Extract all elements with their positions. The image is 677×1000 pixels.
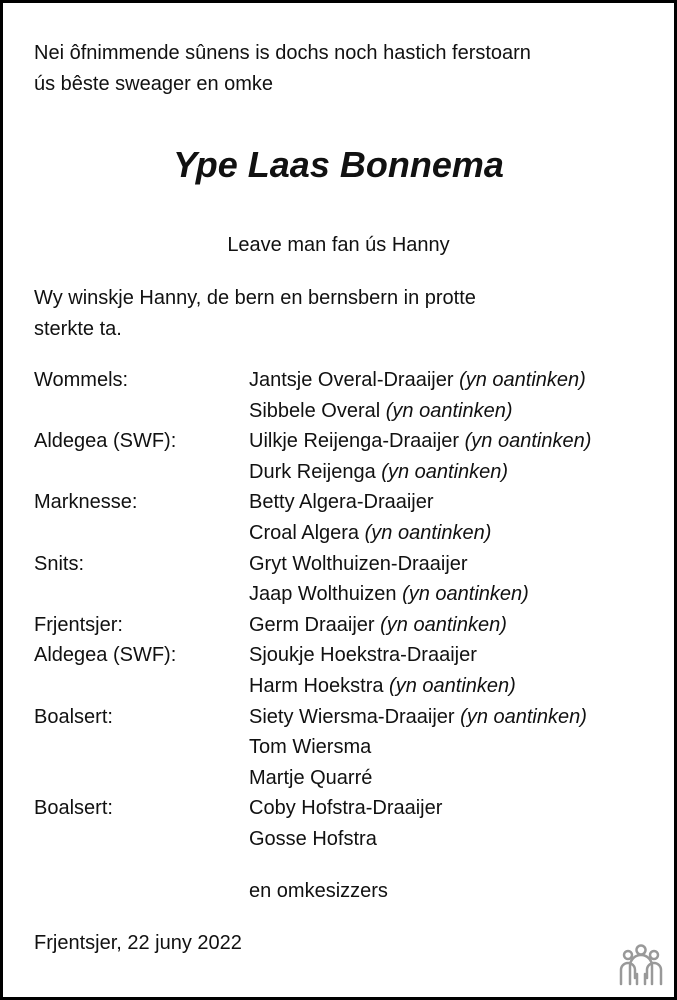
wish-line: Wy winskje Hanny, de bern en bernsbern in protte (34, 287, 476, 309)
place-label: Frjentsjer: (34, 613, 123, 636)
person-name: Jaap Wolthuizen (249, 583, 397, 606)
person-name: Siety Wiersma-Draaijer (249, 705, 455, 728)
person-name: Martje Quarré (249, 766, 373, 789)
person-entry (249, 457, 508, 488)
memorial-note: (yn oantinken) (464, 430, 592, 453)
person-name: Tom Wiersma (249, 736, 372, 759)
person-name: Sjoukje Hoekstra-Draaijer (249, 644, 477, 667)
person-entry (249, 793, 442, 824)
person-entry (249, 426, 591, 457)
place-label: Snits: (34, 552, 85, 575)
memorial-note: (yn oantinken) (459, 369, 586, 391)
person-entry (249, 579, 529, 610)
person-entry (249, 763, 372, 794)
person-entry (249, 549, 468, 580)
person-entry (249, 518, 491, 549)
place-label: Aldegea (SWF): (34, 644, 177, 667)
intro-text (34, 38, 531, 99)
memorial-note: (yn oantinken) (381, 460, 509, 483)
memorial-note: (yn oantinken) (460, 705, 587, 728)
memorial-note: (yn oantinken) (385, 399, 513, 422)
person-name: Durk Reijenga (249, 460, 376, 483)
wish-text (34, 283, 476, 344)
subtitle: Leave man fan ús Hanny (227, 234, 450, 256)
memorial-note: (yn oantinken) (402, 583, 529, 606)
person-entry (249, 365, 586, 396)
person-entry (249, 732, 371, 763)
person-name: Gosse Hofstra (249, 827, 377, 850)
place-label: Wommels: (34, 369, 129, 391)
closing-text: en omkesizzers (249, 880, 388, 902)
person-name: Uilkje Reijenga-Draaijer (249, 430, 460, 453)
memorial-note: (yn oantinken) (364, 521, 492, 544)
person-name: Coby Hofstra-Draaijer (249, 797, 443, 820)
intro-line: Nei ôfnimmende sûnens is dochs noch hastich ferstoarn (34, 42, 531, 64)
person-name: Croal Algera (249, 521, 360, 544)
place-label: Marknesse: (34, 491, 138, 514)
people-group-icon (618, 944, 664, 988)
deceased-name: Ype Laas Bonnema (173, 144, 504, 185)
memorial-note: (yn oantinken) (380, 613, 507, 636)
memorial-note: (yn oantinken) (389, 674, 516, 697)
person-name: Harm Hoekstra (249, 674, 384, 697)
wish-line: sterkte ta. (34, 317, 122, 340)
person-name: Betty Algera-Draaijer (249, 491, 434, 514)
place-label: Boalsert: (34, 705, 113, 728)
person-entry (249, 610, 507, 641)
person-name: Jantsje Overal-Draaijer (249, 369, 454, 391)
person-entry (249, 487, 434, 518)
person-entry (249, 702, 587, 733)
date-line: Frjentsjer, 22 juny 2022 (34, 932, 242, 954)
person-entry (249, 671, 516, 702)
intro-line: ús bêste sweager en omke (34, 72, 274, 95)
place-label: Boalsert: (34, 797, 113, 820)
person-entry (249, 640, 477, 671)
person-name: Gryt Wolthuizen-Draaijer (249, 552, 468, 575)
person-entry (249, 396, 513, 427)
person-entry (249, 824, 377, 855)
person-name: Germ Draaijer (249, 613, 375, 636)
place-label: Aldegea (SWF): (34, 430, 177, 453)
person-name: Sibbele Overal (249, 399, 381, 422)
